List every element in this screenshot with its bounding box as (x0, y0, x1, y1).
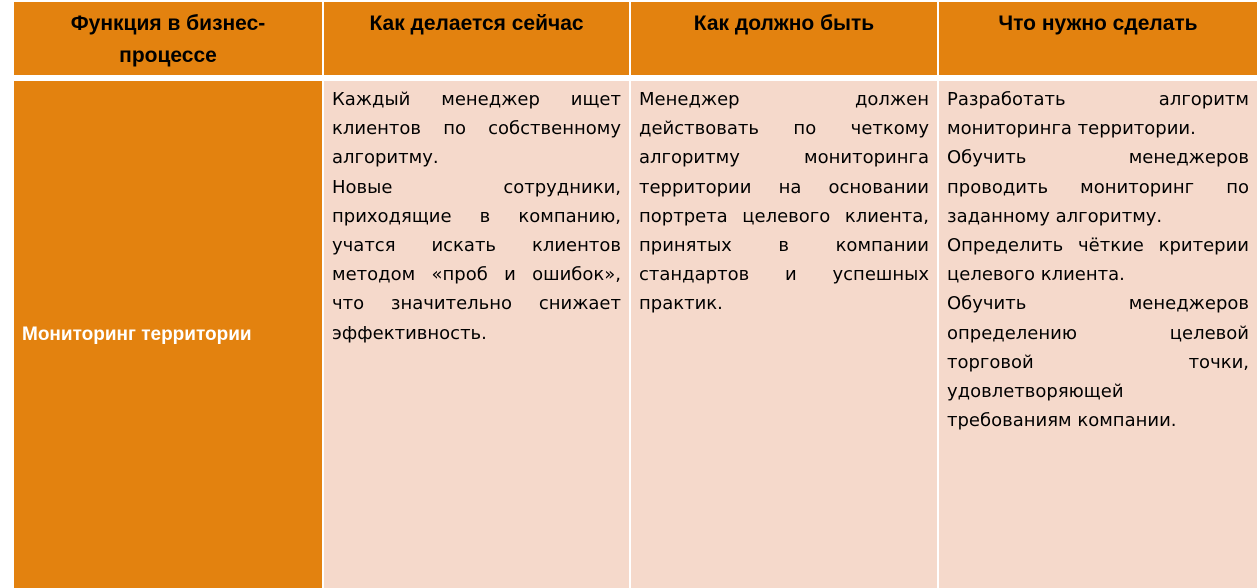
action-paragraph: Определить чёткие критерии целевого клиента. (947, 235, 1249, 286)
action-paragraph: Разработать алгоритм мониторинга территории. (947, 89, 1249, 140)
header-current: Как делается сейчас (322, 0, 629, 75)
target-cell (629, 75, 937, 588)
actions-cell (937, 75, 1257, 588)
target-paragraph: Менеджер должен действовать по четкому алгоритму мониторинга территории на основании портрета целевого клиента, принятых в компании стандартов и успешных практик. (639, 89, 929, 315)
action-paragraph: Обучить менеджеров определению целевой торговой точки, удовлетворяющей требованиям компании. (947, 293, 1249, 432)
current-paragraph: Каждый менеджер ищет клиентов по собственному алгоритму. (332, 89, 621, 169)
row-label-cell (0, 75, 322, 588)
action-paragraph: Обучить менеджеров проводить мониторинг по заданному алгоритму. (947, 147, 1249, 227)
current-cell (322, 75, 629, 588)
header-function: Функция в бизнес-процессе (0, 0, 322, 75)
row-label: Мониторинг территории (22, 323, 252, 345)
current-paragraph: Новые сотрудники, приходящие в компанию, учатся искать клиентов методом «проб и ошибок», что значительно снижает эффективность. (332, 176, 621, 344)
header-actions: Что нужно сделать (937, 0, 1257, 75)
header-target: Как должно быть (629, 0, 937, 75)
